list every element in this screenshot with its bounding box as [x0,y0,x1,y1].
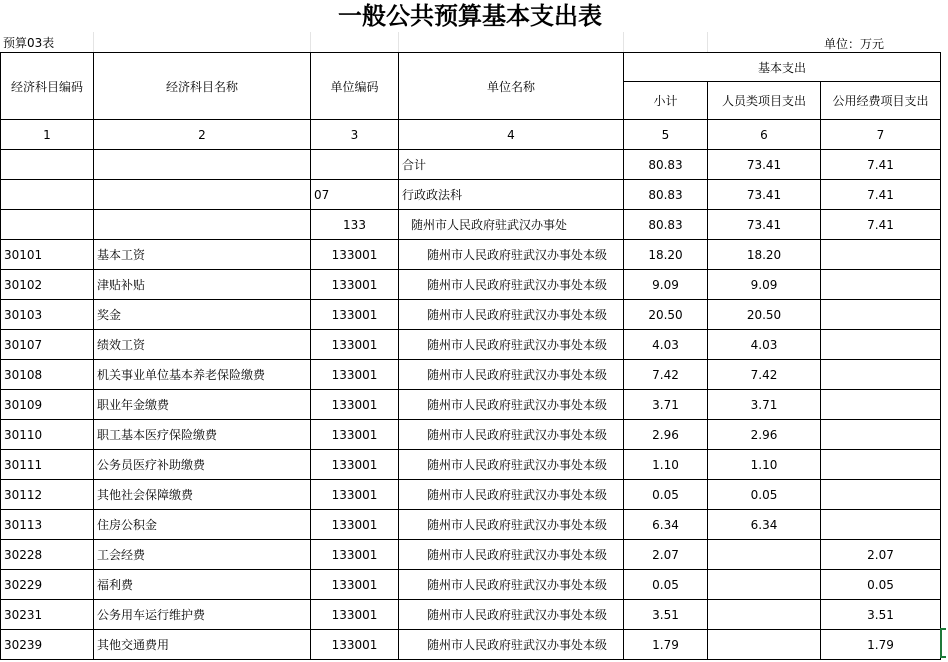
public-cell [821,390,941,420]
econ-name-cell [94,210,311,240]
unit-name-cell: 随州市人民政府驻武汉办事处本级 [399,360,624,390]
public-cell: 7.41 [821,210,941,240]
expenditure-table [0,52,941,660]
subtotal-cell: 9.09 [624,270,708,300]
econ-name-cell: 津贴补贴 [94,270,311,300]
public-cell [821,510,941,540]
unit-name-cell: 合计 [399,150,624,180]
unit-code-cell: 133001 [311,420,399,450]
cell-selection-marker [940,628,946,658]
econ-code-cell: 30109 [1,390,94,420]
personnel-cell: 2.96 [708,420,821,450]
header-econ-code: 经济科目编码 [1,53,94,120]
subtotal-cell: 20.50 [624,300,708,330]
unit-name-cell: 随州市人民政府驻武汉办事处本级 [399,420,624,450]
table-row [1,270,941,300]
unit-code-cell: 133001 [311,270,399,300]
econ-name-cell: 奖金 [94,300,311,330]
header-unit-name: 单位名称 [399,53,624,120]
table-row [1,510,941,540]
econ-code-cell: 30110 [1,420,94,450]
col-number: 7 [821,120,941,150]
table-row [1,540,941,570]
summary-row [1,180,941,210]
unit-name-cell: 随州市人民政府驻武汉办事处本级 [399,630,624,660]
personnel-cell: 9.09 [708,270,821,300]
header-basic-exp: 基本支出 [624,53,941,82]
header-public: 公用经费项目支出 [821,82,941,120]
econ-code-cell: 30102 [1,270,94,300]
summary-row [1,210,941,240]
econ-name-cell: 职业年金缴费 [94,390,311,420]
econ-code-cell: 30111 [1,450,94,480]
subtotal-cell: 80.83 [624,210,708,240]
econ-code-cell: 30229 [1,570,94,600]
grid-line [707,32,708,52]
unit-code-cell: 133001 [311,330,399,360]
col-number: 2 [94,120,311,150]
econ-name-cell [94,180,311,210]
page-title: 一般公共预算基本支出表 [338,1,602,30]
unit-name-cell: 随州市人民政府驻武汉办事处本级 [399,300,624,330]
econ-code-cell [1,210,94,240]
unit-code-cell: 133001 [311,540,399,570]
unit-name-cell: 随州市人民政府驻武汉办事处本级 [399,270,624,300]
table-row [1,480,941,510]
public-cell: 0.05 [821,570,941,600]
subtotal-cell: 3.71 [624,390,708,420]
table-row [1,420,941,450]
header-unit-code: 单位编码 [311,53,399,120]
grid-line [623,32,624,52]
personnel-cell: 1.10 [708,450,821,480]
personnel-cell: 7.42 [708,360,821,390]
econ-code-cell [1,180,94,210]
personnel-cell: 73.41 [708,180,821,210]
econ-code-cell: 30112 [1,480,94,510]
public-cell: 1.79 [821,630,941,660]
personnel-cell: 4.03 [708,330,821,360]
unit-code-cell: 07 [311,180,399,210]
subtotal-cell: 80.83 [624,180,708,210]
public-cell [821,360,941,390]
unit-code-cell: 133001 [311,240,399,270]
econ-code-cell [1,150,94,180]
unit-name-cell: 随州市人民政府驻武汉办事处本级 [399,570,624,600]
personnel-cell: 73.41 [708,210,821,240]
public-cell [821,240,941,270]
econ-code-cell: 30108 [1,360,94,390]
econ-code-cell: 30107 [1,330,94,360]
unit-code-cell: 133001 [311,300,399,330]
col-number: 4 [399,120,624,150]
unit-name-cell: 随州市人民政府驻武汉办事处本级 [399,450,624,480]
econ-name-cell: 绩效工资 [94,330,311,360]
unit-code-cell: 133001 [311,570,399,600]
personnel-cell: 0.05 [708,480,821,510]
personnel-cell: 20.50 [708,300,821,330]
unit-name-cell: 行政政法科 [399,180,624,210]
personnel-cell [708,630,821,660]
econ-name-cell: 工会经费 [94,540,311,570]
subtotal-cell: 18.20 [624,240,708,270]
econ-name-cell: 其他交通费用 [94,630,311,660]
econ-name-cell: 福利费 [94,570,311,600]
unit-name-cell: 随州市人民政府驻武汉办事处本级 [399,330,624,360]
personnel-cell [708,540,821,570]
subtotal-cell: 2.96 [624,420,708,450]
table-row [1,600,941,630]
unit-name-cell: 随州市人民政府驻武汉办事处 [399,210,624,240]
personnel-cell: 3.71 [708,390,821,420]
personnel-cell [708,600,821,630]
subtotal-cell: 0.05 [624,570,708,600]
table-row [1,360,941,390]
econ-name-cell: 公务用车运行维护费 [94,600,311,630]
header-personnel: 人员类项目支出 [708,82,821,120]
table-row [1,570,941,600]
table-row [1,330,941,360]
summary-row [1,150,941,180]
subtotal-cell: 4.03 [624,330,708,360]
col-number: 1 [1,120,94,150]
table-row [1,450,941,480]
unit-label: 单位：万元 [824,37,885,51]
personnel-cell: 6.34 [708,510,821,540]
public-cell: 2.07 [821,540,941,570]
unit-name-cell: 随州市人民政府驻武汉办事处本级 [399,600,624,630]
unit-code-cell: 133001 [311,630,399,660]
unit-name-cell: 随州市人民政府驻武汉办事处本级 [399,510,624,540]
econ-code-cell: 30113 [1,510,94,540]
public-cell [821,450,941,480]
grid-line [93,32,94,52]
public-cell [821,330,941,360]
econ-name-cell: 基本工资 [94,240,311,270]
public-cell: 7.41 [821,180,941,210]
grid-line [310,32,311,52]
unit-code-cell [311,150,399,180]
personnel-cell: 73.41 [708,150,821,180]
subtotal-cell: 2.07 [624,540,708,570]
table-row [1,390,941,420]
header-econ-name: 经济科目名称 [94,53,311,120]
public-cell [821,300,941,330]
econ-code-cell: 30103 [1,300,94,330]
unit-code-cell: 133001 [311,450,399,480]
econ-code-cell: 30228 [1,540,94,570]
unit-name-cell: 随州市人民政府驻武汉办事处本级 [399,540,624,570]
unit-name-cell: 随州市人民政府驻武汉办事处本级 [399,480,624,510]
econ-name-cell: 其他社会保障缴费 [94,480,311,510]
subtotal-cell: 0.05 [624,480,708,510]
sub-header-row [0,32,948,52]
header-subtotal: 小计 [624,82,708,120]
subtotal-cell: 80.83 [624,150,708,180]
grid-line [398,32,399,52]
subtotal-cell: 1.10 [624,450,708,480]
subtotal-cell: 1.79 [624,630,708,660]
personnel-cell [708,570,821,600]
unit-name-cell: 随州市人民政府驻武汉办事处本级 [399,390,624,420]
col-number: 3 [311,120,399,150]
unit-code-cell: 133001 [311,480,399,510]
econ-name-cell: 机关事业单位基本养老保险缴费 [94,360,311,390]
form-code: 预算03表 [3,36,55,50]
column-number-row [1,120,941,150]
personnel-cell: 18.20 [708,240,821,270]
unit-code-cell: 133001 [311,510,399,540]
econ-code-cell: 30231 [1,600,94,630]
econ-name-cell: 住房公积金 [94,510,311,540]
econ-name-cell [94,150,311,180]
econ-name-cell: 公务员医疗补助缴费 [94,450,311,480]
public-cell [821,420,941,450]
unit-code-cell: 133001 [311,600,399,630]
col-number: 6 [708,120,821,150]
subtotal-cell: 3.51 [624,600,708,630]
econ-code-cell: 30101 [1,240,94,270]
subtotal-cell: 6.34 [624,510,708,540]
table-row [1,630,941,660]
public-cell: 3.51 [821,600,941,630]
unit-code-cell: 133001 [311,360,399,390]
unit-code-cell: 133 [311,210,399,240]
public-cell [821,480,941,510]
unit-code-cell: 133001 [311,390,399,420]
unit-name-cell: 随州市人民政府驻武汉办事处本级 [399,240,624,270]
econ-code-cell: 30239 [1,630,94,660]
table-row [1,240,941,270]
subtotal-cell: 7.42 [624,360,708,390]
public-cell: 7.41 [821,150,941,180]
header-row [1,53,941,82]
table-row [1,300,941,330]
col-number: 5 [624,120,708,150]
public-cell [821,270,941,300]
econ-name-cell: 职工基本医疗保险缴费 [94,420,311,450]
